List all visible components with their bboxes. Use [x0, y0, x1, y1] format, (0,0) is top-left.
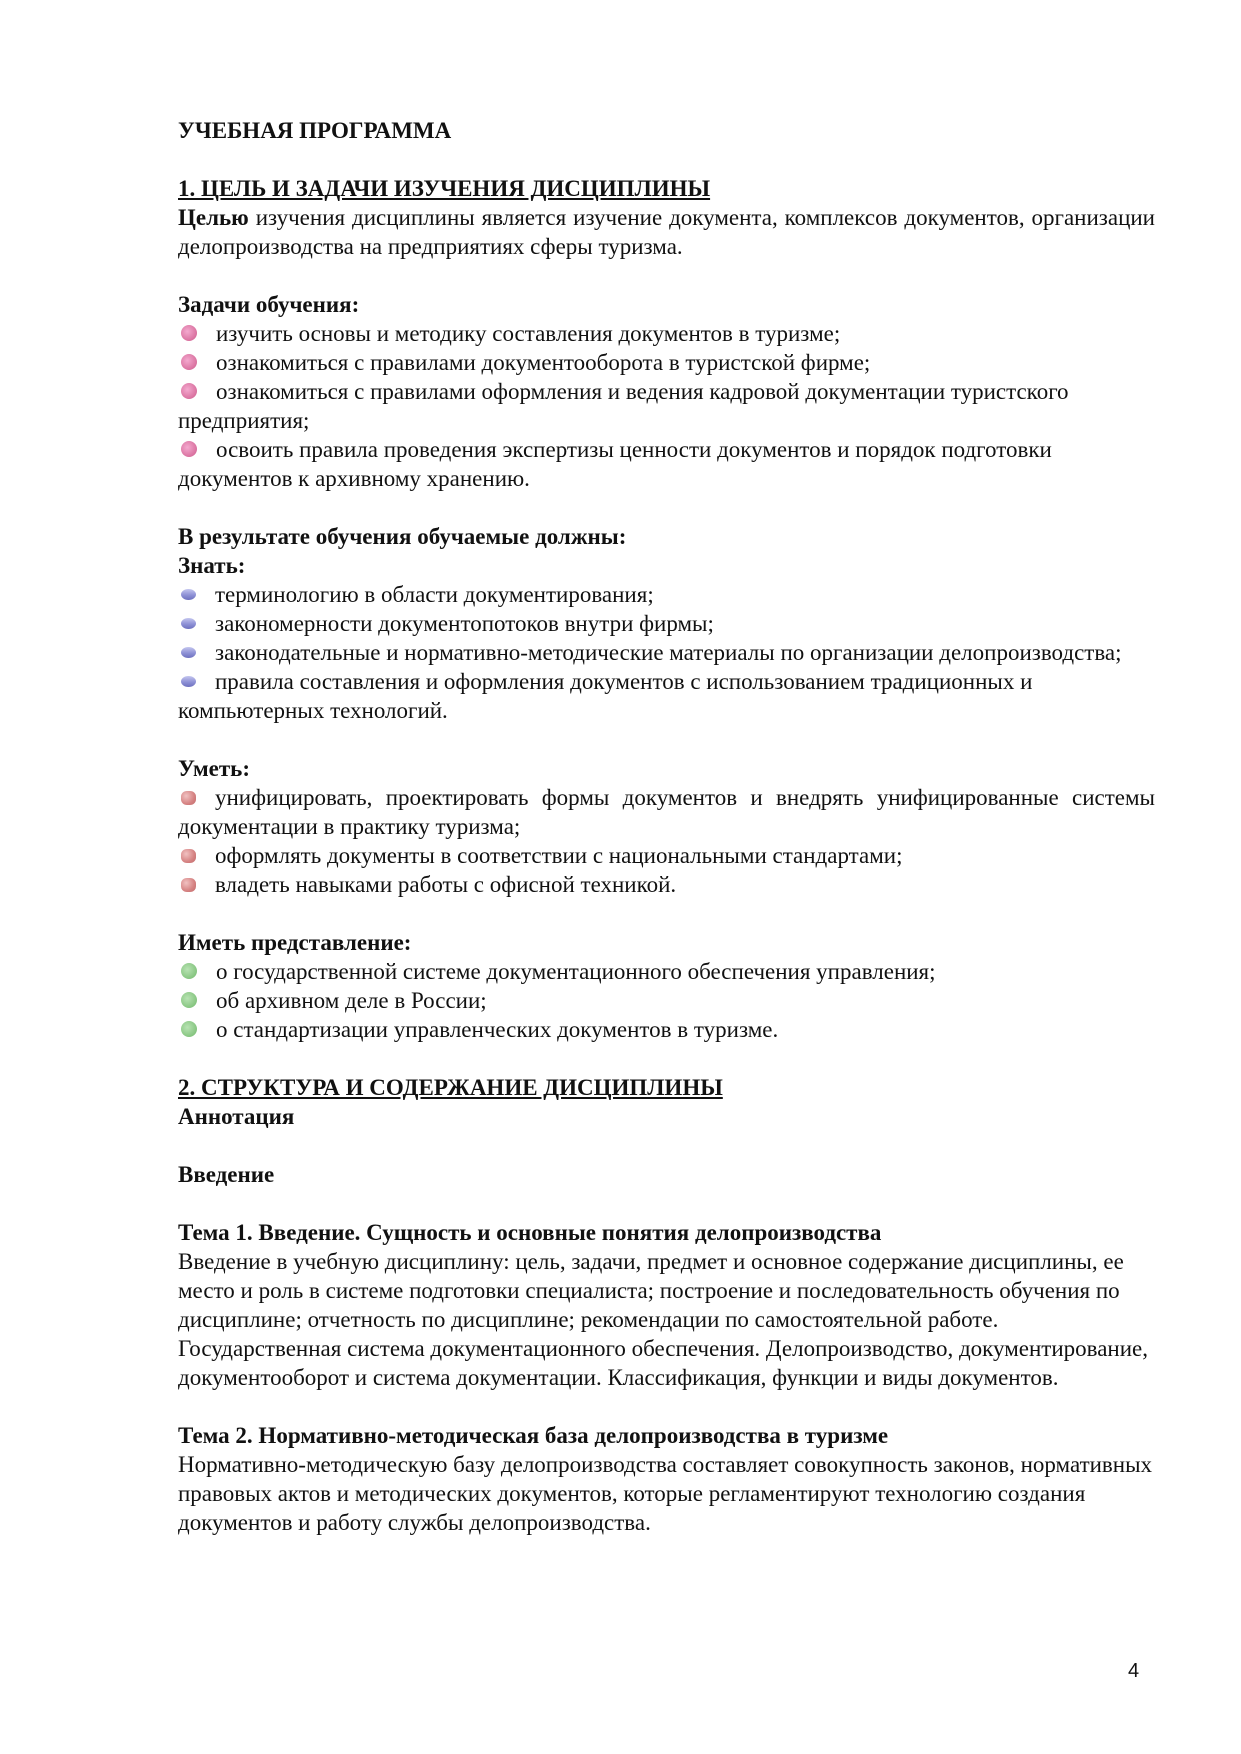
list-item: терминологию в области документирования; — [178, 580, 1155, 609]
list-item: о государственной системе документационного обеспечения управления; — [178, 957, 1155, 986]
red-bullet-icon — [181, 791, 196, 805]
list-item: правила составления и оформления документов с использованием традиционных и компьютерных технологий. — [178, 669, 1033, 723]
idea-title: Иметь представление: — [178, 930, 412, 955]
goal-paragraph — [178, 203, 1155, 261]
green-bullet-icon — [181, 1021, 197, 1037]
annotation-title: Аннотация — [178, 1104, 295, 1129]
list-item: ознакомиться с правилами документооборота в туристской фирме; — [178, 348, 1155, 377]
know-title: Знать: — [178, 553, 246, 578]
tasks-title: Задачи обучения: — [178, 292, 360, 317]
topic2-title: Тема 2. Нормативно-методическая база делопроизводства в туризме — [178, 1423, 889, 1448]
list-item: изучить основы и методику составления документов в туризме; — [178, 319, 1155, 348]
list-item: владеть навыками работы с офисной техникой. — [178, 870, 1155, 899]
pink-bullet-icon — [181, 441, 197, 457]
list-item: ознакомиться с правилами оформления и ведения кадровой документации туристского предприятия; — [178, 379, 1069, 433]
list-item: об архивном деле в России; — [178, 986, 1155, 1015]
results-title: В результате обучения обучаемые должны: — [178, 524, 627, 549]
can-title: Уметь: — [178, 756, 250, 781]
red-bullet-icon — [181, 849, 196, 863]
section2-heading: 2. СТРУКТУРА И СОДЕРЖАНИЕ ДИСЦИПЛИНЫ — [178, 1075, 723, 1100]
list-item: законодательные и нормативно-методические материалы по организации делопроизводства; — [178, 638, 1155, 667]
pink-bullet-icon — [181, 325, 197, 341]
pink-bullet-icon — [181, 354, 197, 370]
blue-bullet-icon — [181, 589, 196, 600]
blue-bullet-icon — [181, 676, 196, 687]
list-item: оформлять документы в соответствии с национальными стандартами; — [178, 841, 1155, 870]
document-title: УЧЕБНАЯ ПРОГРАММА — [178, 118, 452, 143]
list-item: освоить правила проведения экспертизы ценности документов и порядок подготовки документов к архивному хранению. — [178, 437, 1052, 491]
goal-bold: Целью — [178, 205, 249, 230]
list-item: унифицировать, проектировать формы документов и внедрять унифицированные системы документации в практику туризма; — [178, 785, 1155, 839]
list-item: о стандартизации управленческих документов в туризме. — [178, 1015, 1155, 1044]
green-bullet-icon — [181, 963, 197, 979]
section1-heading: 1. ЦЕЛЬ И ЗАДАЧИ ИЗУЧЕНИЯ ДИСЦИПЛИНЫ — [178, 176, 711, 201]
topic1-paragraph-2: Государственная система документационного обеспечения. Делопроизводство, документирование, документооборот и система документации. Классификация, функции и виды документов. — [178, 1336, 1148, 1390]
pink-bullet-icon — [181, 383, 197, 399]
goal-text: изучения дисциплины является изучение документа, комплексов документов, организации делопроизводства на предприятиях сферы туризма. — [178, 205, 1155, 259]
green-bullet-icon — [181, 992, 197, 1008]
red-bullet-icon — [181, 878, 196, 892]
page-content — [178, 116, 1155, 1537]
topic1-paragraph-1: Введение в учебную дисциплину: цель, задачи, предмет и основное содержание дисциплины, ее место и роль в системе подготовки специалиста; построение и последовательность обучения по дисциплине; отчетность по дисциплине; рекомендации по самостоятельной работе. — [178, 1249, 1124, 1332]
list-item: закономерности документопотоков внутри фирмы; — [178, 609, 1155, 638]
page-number: 4 — [1128, 1660, 1140, 1682]
topic2-paragraph-1: Нормативно-методическую базу делопроизводства составляет совокупность законов, нормативных правовых актов и методических документов, которые регламентируют технологию создания документов и работу службы делопроизводства. — [178, 1452, 1153, 1535]
blue-bullet-icon — [181, 618, 196, 629]
blue-bullet-icon — [181, 647, 196, 658]
intro-title: Введение — [178, 1162, 275, 1187]
topic1-title: Тема 1. Введение. Сущность и основные понятия делопроизводства — [178, 1220, 882, 1245]
